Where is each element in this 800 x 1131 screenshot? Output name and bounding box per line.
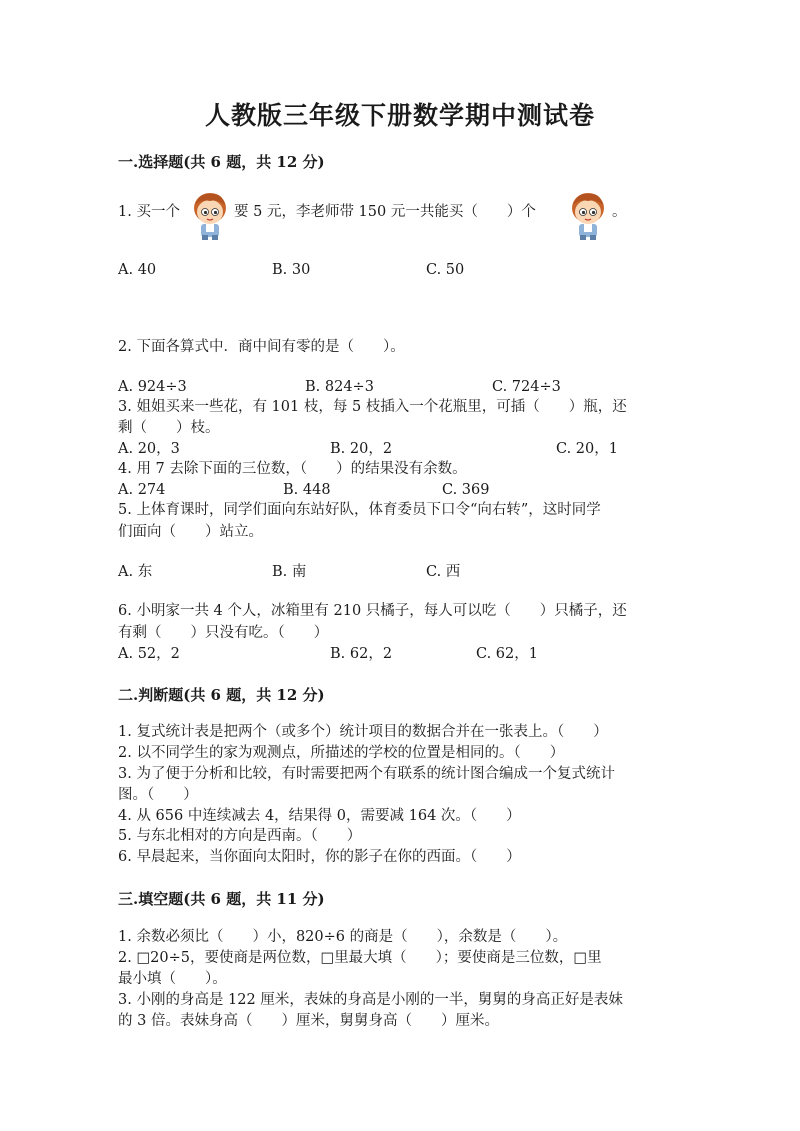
q1-text-middle: 要 5 元，李老师带 150 元一共能买（ ）个 — [234, 204, 536, 220]
q1-option-a: A. 40 — [118, 262, 157, 278]
q3-text-line2: 剩（ ）枝。 — [118, 420, 220, 436]
fill-item: 1. 余数必须比（ ）小，820÷6 的商是（ ），余数是（ ）。 — [118, 929, 568, 945]
cartoon-boy-icon — [566, 190, 610, 240]
q4-option-b: B. 448 — [283, 482, 331, 498]
judge-item: 1. 复式统计表是把两个（或多个）统计项目的数据合并在一张表上。（ ） — [118, 724, 608, 740]
q4-option-c: C. 369 — [442, 482, 490, 498]
q1-text-start: 1. 买一个 — [118, 204, 180, 220]
q5-text-line2: 们面向（ ）站立。 — [118, 524, 263, 540]
q3-text-line1: 3. 姐姐买来一些花，有 101 枝，每 5 枝插入一个花瓶里，可插（ ）瓶，还 — [118, 399, 627, 415]
q2-text: 2. 下面各算式中．商中间有零的是（ ）。 — [118, 339, 405, 355]
judge-item: 5. 与东北相对的方向是西南。（ ） — [118, 828, 362, 844]
section-heading-fill: 三.填空题(共 6 题，共 11 分) — [118, 890, 325, 908]
fill-item: 3. 小刚的身高是 122 厘米，表妹的身高是小刚的一半，舅舅的身高正好是表妹 — [118, 992, 623, 1008]
q4-text: 4. 用 7 去除下面的三位数，（ ）的结果没有余数。 — [118, 461, 467, 477]
judge-item: 图。（ ） — [118, 787, 198, 803]
fill-item: 最小填（ ）。 — [118, 971, 227, 987]
q1-text-end: 。 — [612, 204, 627, 220]
q6-text-line2: 有剩（ ）只没有吃。（ ） — [118, 625, 329, 641]
page-title: 人教版三年级下册数学期中测试卷 — [204, 101, 595, 130]
fill-item: 2. □20÷5，要使商是两位数，□里最大填（ ）；要使商是三位数，□里 — [118, 950, 602, 966]
q4-option-a: A. 274 — [118, 482, 166, 498]
judge-item: 6. 早晨起来，当你面向太阳时，你的影子在你的西面。（ ） — [118, 849, 521, 865]
judge-item: 4. 从 656 中连续减去 4，结果得 0，需要减 164 次。（ ） — [118, 808, 521, 824]
judge-item: 3. 为了便于分析和比较，有时需要把两个有联系的统计图合编成一个复式统计 — [118, 766, 615, 782]
judge-item: 2. 以不同学生的家为观测点，所描述的学校的位置是相同的。（ ） — [118, 745, 565, 761]
q5-text-line1: 5. 上体育课时，同学们面向东站好队，体育委员下口令“向右转”，这时同学 — [118, 502, 601, 518]
q6-option-b: B. 62，2 — [330, 646, 393, 662]
q6-option-c: C. 62，1 — [476, 646, 538, 662]
q6-option-a: A. 52，2 — [118, 646, 180, 662]
section-heading-choice: 一.选择题(共 6 题，共 12 分) — [118, 153, 325, 171]
q5-option-b: B. 南 — [272, 564, 307, 580]
q3-option-c: C. 20，1 — [556, 441, 618, 457]
q6-text-line1: 6. 小明家一共 4 个人，冰箱里有 210 只橘子，每人可以吃（ ）只橘子，还 — [118, 603, 627, 619]
q1-option-b: B. 30 — [272, 262, 311, 278]
q5-option-c: C. 西 — [426, 564, 461, 580]
fill-item: 的 3 倍。表妹身高（ ）厘米，舅舅身高（ ）厘米。 — [118, 1013, 499, 1029]
q1-option-c: C. 50 — [426, 262, 465, 278]
q2-option-b: B. 824÷3 — [305, 379, 374, 395]
q2-option-a: A. 924÷3 — [118, 379, 187, 395]
q2-option-c: C. 724÷3 — [492, 379, 561, 395]
q5-option-a: A. 东 — [118, 564, 153, 580]
q3-option-b: B. 20，2 — [330, 441, 393, 457]
cartoon-boy-icon — [188, 190, 232, 240]
q3-option-a: A. 20，3 — [118, 441, 180, 457]
section-heading-judge: 二.判断题(共 6 题，共 12 分) — [118, 686, 325, 704]
